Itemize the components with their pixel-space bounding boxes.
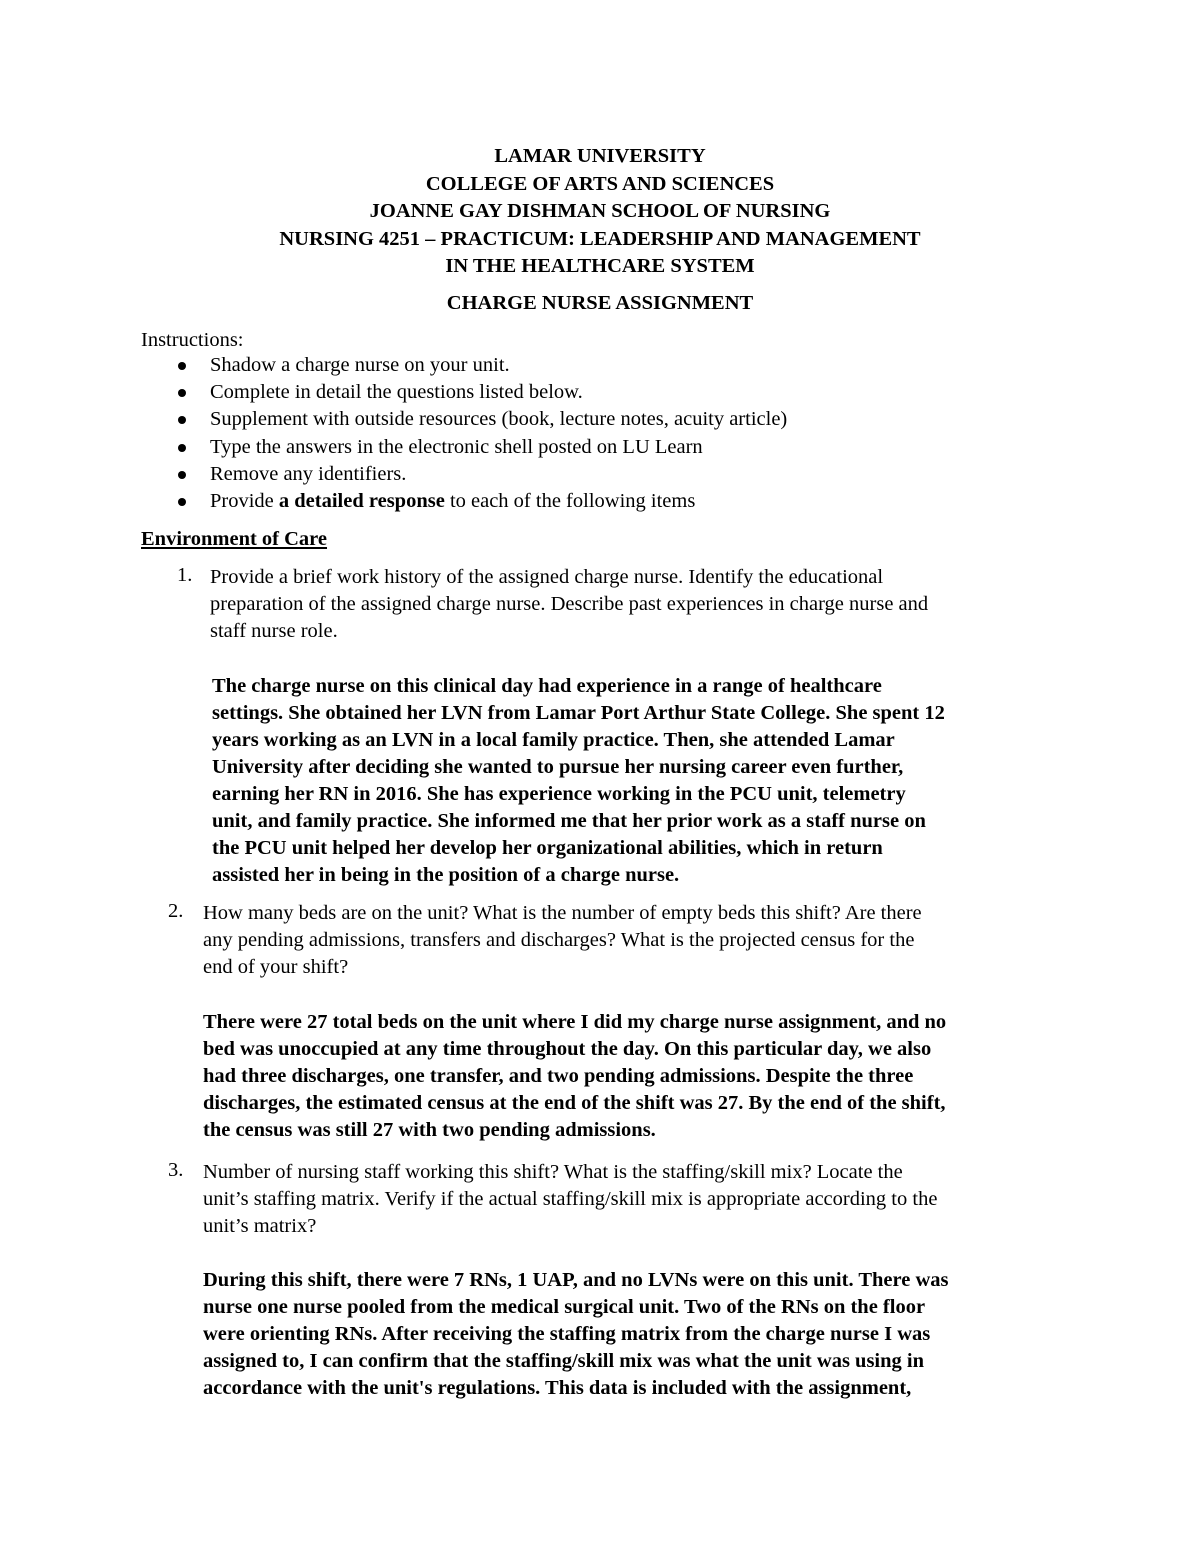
instruction-text: Supplement with outside resources (book, lecture notes, acuity article) <box>210 408 788 431</box>
answer-line: During this shift, there were 7 RNs, 1 UAP, and no LVNs were on this unit. There was <box>203 1269 949 1291</box>
instruction-text: Complete in detail the questions listed below. <box>210 381 583 404</box>
answer-line: the census was still 27 with two pending admissions. <box>203 1119 656 1141</box>
answer-line: discharges, the estimated census at the end of the shift was 27. By the end of the shift, <box>203 1092 946 1114</box>
question-line: staff nurse role. <box>210 620 338 642</box>
instruction-text-before: Provide <box>210 490 279 513</box>
list-item <box>141 488 787 515</box>
question-number: 1. <box>177 564 193 586</box>
instruction-text: Shadow a charge nurse on your unit. <box>210 354 510 376</box>
question-text <box>203 1159 937 1240</box>
question-line: Provide a brief work history of the assigned charge nurse. Identify the educational <box>210 566 884 588</box>
header-university: LAMAR UNIVERSITY <box>494 145 706 167</box>
bullet-icon <box>178 471 186 479</box>
answer-line: assisted her in being in the position of a charge nurse. <box>212 864 680 886</box>
instructions-label: Instructions: <box>141 329 244 351</box>
answer-line: assigned to, I can confirm that the staffing/skill mix was what the unit was using in <box>203 1350 924 1372</box>
instructions-list <box>141 352 787 515</box>
header-course-cont: IN THE HEALTHCARE SYSTEM <box>445 255 755 277</box>
answer-line: years working as an LVN in a local family practice. Then, she attended Lamar <box>212 729 895 751</box>
answer-line: There were 27 total beds on the unit where I did my charge nurse assignment, and no <box>203 1011 947 1033</box>
document-header <box>100 143 1100 317</box>
answer-line: earning her RN in 2016. She has experience working in the PCU unit, telemetry <box>212 783 906 805</box>
section-title: Environment of Care <box>141 528 328 550</box>
bullet-icon <box>178 416 186 424</box>
list-item <box>141 461 787 488</box>
list-item <box>141 406 787 433</box>
answer-line: accordance with the unit's regulations. This data is included with the assignment, <box>203 1377 912 1399</box>
question-number: 2. <box>168 900 184 922</box>
answer-line: University after deciding she wanted to pursue her nursing career even further, <box>212 756 904 778</box>
answer-line: had three discharges, one transfer, and two pending admissions. Despite the three <box>203 1065 914 1087</box>
instruction-text: Remove any identifiers. <box>210 462 407 485</box>
instruction-text-after: to each of the following items <box>444 490 696 513</box>
answer-line: the PCU unit helped her develop her organizational abilities, which in return <box>212 837 883 859</box>
answer-line: The charge nurse on this clinical day had experience in a range of healthcare <box>212 675 882 697</box>
list-item <box>141 352 787 379</box>
question-number: 3. <box>168 1159 184 1181</box>
question-text <box>203 900 922 981</box>
answer-line: settings. She obtained her LVN from Lamar Port Arthur State College. She spent 12 <box>212 702 945 724</box>
list-item <box>141 379 787 406</box>
question-line: preparation of the assigned charge nurse. Describe past experiences in charge nurse and <box>210 593 929 615</box>
instruction-text-bold: a detailed response <box>278 490 445 513</box>
answer-line: nurse one nurse pooled from the medical surgical unit. Two of the RNs on the floor <box>203 1296 926 1318</box>
question-line: unit’s staffing matrix. Verify if the actual staffing/skill mix is appropriate according to the <box>203 1188 938 1210</box>
bullet-icon <box>178 389 186 397</box>
bullet-icon <box>178 362 186 370</box>
question-text <box>210 564 928 645</box>
question-line: How many beds are on the unit? What is the number of empty beds this shift? Are there <box>203 902 922 924</box>
question-line: any pending admissions, transfers and discharges? What is the projected census for the <box>203 929 915 951</box>
bullet-icon <box>178 498 186 506</box>
question-line: end of your shift? <box>203 956 349 978</box>
question-line: unit’s matrix? <box>203 1215 317 1237</box>
header-school: JOANNE GAY DISHMAN SCHOOL OF NURSING <box>369 200 831 222</box>
question-line: Number of nursing staff working this shift? What is the staffing/skill mix? Locate the <box>203 1161 903 1183</box>
header-college: COLLEGE OF ARTS AND SCIENCES <box>425 172 775 195</box>
answer-line: unit, and family practice. She informed me that her prior work as a staff nurse on <box>212 810 926 832</box>
answer-line: were orienting RNs. After receiving the staffing matrix from the charge nurse I was <box>203 1323 931 1345</box>
answer-text <box>212 673 945 889</box>
instruction-text: Type the answers in the electronic shell posted on LU Learn <box>210 435 703 458</box>
bullet-icon <box>178 444 186 452</box>
header-course: NURSING 4251 – PRACTICUM: LEADERSHIP AND MANAGEMENT <box>279 227 921 250</box>
answer-text <box>203 1009 946 1144</box>
assignment-title: CHARGE NURSE ASSIGNMENT <box>446 291 754 314</box>
list-item <box>141 434 787 461</box>
answer-text <box>203 1267 948 1402</box>
answer-line: bed was unoccupied at any time throughout the day. On this particular day, we also <box>203 1038 932 1060</box>
